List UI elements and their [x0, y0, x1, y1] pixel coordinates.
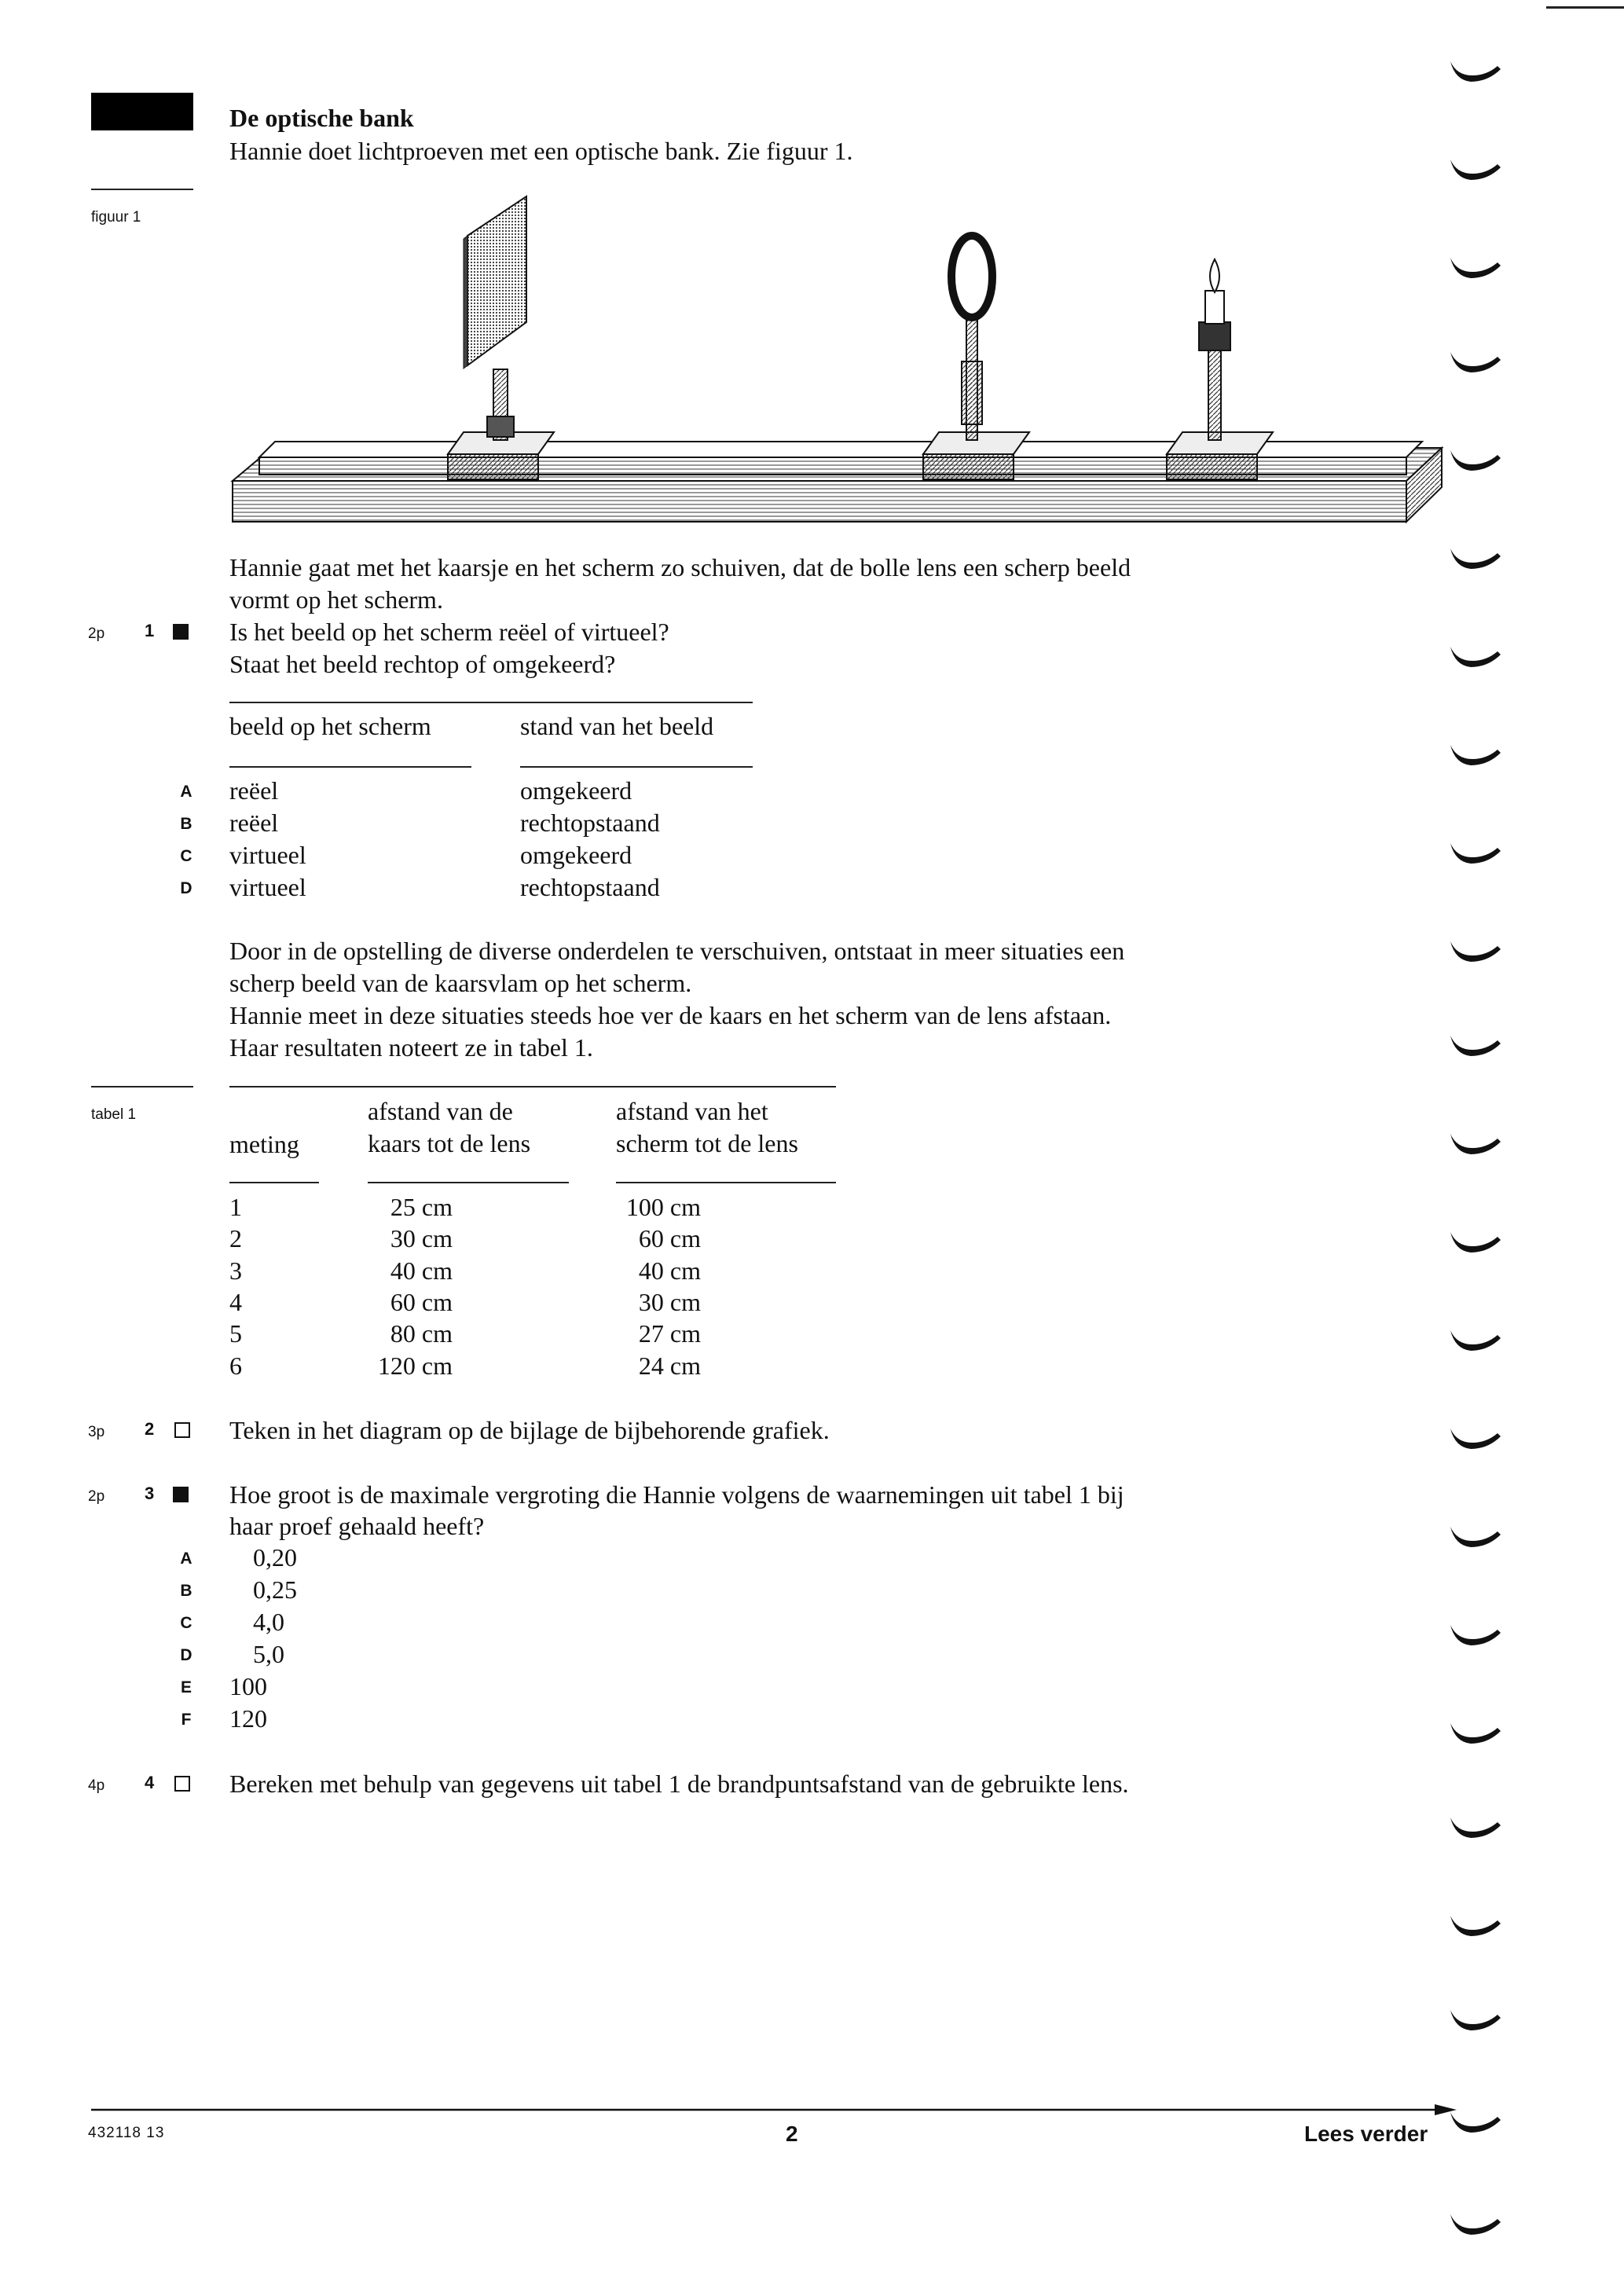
q1-points: 2p: [88, 625, 105, 642]
table-row-3-kaars: 40 cm: [390, 1256, 453, 1285]
section-intro: Hannie doet lichtproeven met een optische bank. Zie figuur 1.: [229, 137, 853, 165]
q3-option-c-letter: C: [180, 1614, 192, 1632]
q1-line-2: Staat het beeld rechtop of omgekeerd?: [229, 650, 616, 678]
binder-hook-icon: [1446, 153, 1509, 185]
paragraph-2-line-1: Door in de opstelling de diverse onderdelen te verschuiven, ontstaat in meer situaties een: [229, 937, 1125, 965]
q3-marker-icon: [173, 1487, 189, 1502]
q3-option-e-text: 100: [229, 1672, 267, 1700]
table-row-4-meting: 4: [229, 1288, 242, 1316]
q1-number: 1: [145, 621, 155, 640]
footer-page-number: 2: [786, 2122, 798, 2146]
q3-option-f-text: 120: [229, 1704, 267, 1733]
q1-option-d-col2: rechtopstaand: [520, 873, 660, 901]
section-marker: [91, 93, 193, 130]
binder-hook-icon: [1446, 2004, 1509, 2035]
table-header-kaars-line-1: afstand van de: [368, 1097, 513, 1125]
q1-option-b-letter: B: [180, 815, 192, 833]
q1-option-c-col1: virtueel: [229, 841, 306, 869]
binder-hook-icon: [1446, 2208, 1509, 2239]
table-row-1-kaars: 25 cm: [390, 1193, 453, 1221]
footer-code: 432118 13: [88, 2125, 165, 2141]
table-row-3-meting: 3: [229, 1256, 242, 1285]
table-row-3-scherm: 40 cm: [638, 1256, 701, 1285]
q3-option-e-letter: E: [180, 1678, 192, 1696]
table-row-1-scherm: 100 cm: [625, 1193, 701, 1221]
table-row-4-scherm: 30 cm: [638, 1288, 701, 1316]
table-row-4-kaars: 60 cm: [390, 1288, 453, 1316]
q1-option-a-col1: reëel: [229, 776, 279, 805]
q1-col2-rule: [520, 766, 753, 768]
q1-option-b-col1: reëel: [229, 809, 279, 837]
q1-option-d-col1: virtueel: [229, 873, 306, 901]
figure-label: figuur 1: [91, 209, 141, 226]
binder-hook-icon: [1446, 1029, 1509, 1061]
q2-text: Teken in het diagram op de bijlage de bijbehorende grafiek.: [229, 1416, 830, 1444]
table-header-scherm-line-2: scherm tot de lens: [616, 1129, 798, 1157]
footer-next: Lees verder: [1304, 2122, 1428, 2146]
q3-line-2: haar proef gehaald heeft?: [229, 1512, 485, 1540]
table-header-scherm-line-1: afstand van het: [616, 1097, 768, 1125]
q3-points: 2p: [88, 1488, 105, 1505]
table-row-2-meting: 2: [229, 1224, 242, 1253]
q1-col1-rule: [229, 766, 471, 768]
q1-option-b-col2: rechtopstaand: [520, 809, 660, 837]
binder-hook-icon: [1446, 346, 1509, 377]
binder-hook-icon: [1446, 739, 1509, 770]
q3-option-d-letter: D: [180, 1646, 192, 1664]
q1-option-a-col2: omgekeerd: [520, 776, 632, 805]
table-col3-rule: [616, 1182, 836, 1183]
q1-option-d-letter: D: [180, 879, 192, 897]
q3-number: 3: [145, 1484, 155, 1503]
q1-table-top-rule: [229, 702, 753, 703]
q1-col2-header: stand van het beeld: [520, 712, 714, 740]
table-row-5-kaars: 80 cm: [390, 1319, 453, 1348]
q2-number: 2: [145, 1419, 155, 1439]
section-title: De optische bank: [229, 104, 414, 132]
figure-rule: [91, 189, 193, 190]
table-col2-rule: [368, 1182, 569, 1183]
q4-points: 4p: [88, 1777, 105, 1794]
q1-col1-header: beeld op het scherm: [229, 712, 431, 740]
table-row-2-kaars: 30 cm: [390, 1224, 453, 1253]
q3-option-d-text: 5,0: [253, 1640, 284, 1668]
binder-hook-icon: [1446, 837, 1509, 868]
binder-hook-icon: [1446, 1619, 1509, 1650]
table-row-6-meting: 6: [229, 1352, 242, 1380]
paragraph-1-line-2: vormt op het scherm.: [229, 585, 443, 614]
table-col1-rule: [229, 1182, 319, 1183]
table-row-2-scherm: 60 cm: [638, 1224, 701, 1253]
q3-option-c-text: 4,0: [253, 1608, 284, 1636]
q3-line-1: Hoe groot is de maximale vergroting die Hannie volgens de waarnemingen uit tabel 1 bij: [229, 1480, 1124, 1509]
table-row-5-scherm: 27 cm: [638, 1319, 701, 1348]
q4-text: Bereken met behulp van gegevens uit tabel 1 de brandpuntsafstand van de gebruikte lens.: [229, 1770, 1129, 1798]
binder-hook-icon: [1446, 1717, 1509, 1748]
table-label: tabel 1: [91, 1106, 137, 1123]
binder-hook-icon: [1446, 55, 1509, 86]
table-header-meting: meting: [229, 1130, 299, 1158]
table-top-rule: [229, 1086, 836, 1087]
binder-hook-icon: [1446, 1909, 1509, 1941]
q2-points: 3p: [88, 1424, 105, 1440]
table-row-1-meting: 1: [229, 1193, 242, 1221]
binder-hook-icon: [1446, 251, 1509, 283]
binder-hook-icon: [1446, 1226, 1509, 1257]
binder-hook-icon: [1446, 2106, 1509, 2137]
paragraph-2-line-3: Hannie meet in deze situaties steeds hoe ver de kaars en het scherm van de lens afstaan.: [229, 1001, 1112, 1029]
binder-hook-icon: [1446, 542, 1509, 574]
q4-marker-icon: [174, 1776, 190, 1792]
binder-hook-icon: [1446, 444, 1509, 475]
binder-hook-icon: [1446, 640, 1509, 672]
binder-hook-icon: [1446, 935, 1509, 966]
table-row-5-meting: 5: [229, 1319, 242, 1348]
table-row-6-scherm: 24 cm: [638, 1352, 701, 1380]
binder-hook-icon: [1446, 1811, 1509, 1843]
paragraph-2-line-2: scherp beeld van de kaarsvlam op het scherm.: [229, 969, 692, 997]
table-row-6-kaars: 120 cm: [377, 1352, 453, 1380]
footer-arrow-rule: [91, 2098, 1458, 2122]
q3-option-f-letter: F: [181, 1711, 192, 1729]
q3-option-a-letter: A: [180, 1550, 192, 1568]
q4-number: 4: [145, 1773, 155, 1792]
binder-hook-icon: [1446, 1324, 1509, 1355]
q1-marker-icon: [173, 624, 189, 640]
table-header-kaars-line-2: kaars tot de lens: [368, 1129, 531, 1157]
paragraph-2-line-4: Haar resultaten noteert ze in tabel 1.: [229, 1033, 593, 1062]
q3-option-b-letter: B: [180, 1582, 192, 1600]
binder-hook-icon: [1446, 1520, 1509, 1552]
corner-rule: [1546, 6, 1624, 9]
q1-option-c-col2: omgekeerd: [520, 841, 632, 869]
table-label-rule: [91, 1086, 193, 1087]
binder-hook-icon: [1446, 1422, 1509, 1454]
paragraph-1-line-1: Hannie gaat met het kaarsje en het scherm zo schuiven, dat de bolle lens een scherp beeld: [229, 553, 1131, 581]
q2-marker-icon: [174, 1422, 190, 1438]
optical-bench-illustration: [228, 189, 1454, 534]
q1-option-a-letter: A: [180, 783, 192, 801]
q3-option-b-text: 0,25: [253, 1575, 297, 1604]
q1-option-c-letter: C: [180, 847, 192, 865]
binder-hook-icon: [1446, 1128, 1509, 1159]
q1-line-1: Is het beeld op het scherm reëel of virtueel?: [229, 618, 669, 646]
q3-option-a-text: 0,20: [253, 1543, 297, 1572]
